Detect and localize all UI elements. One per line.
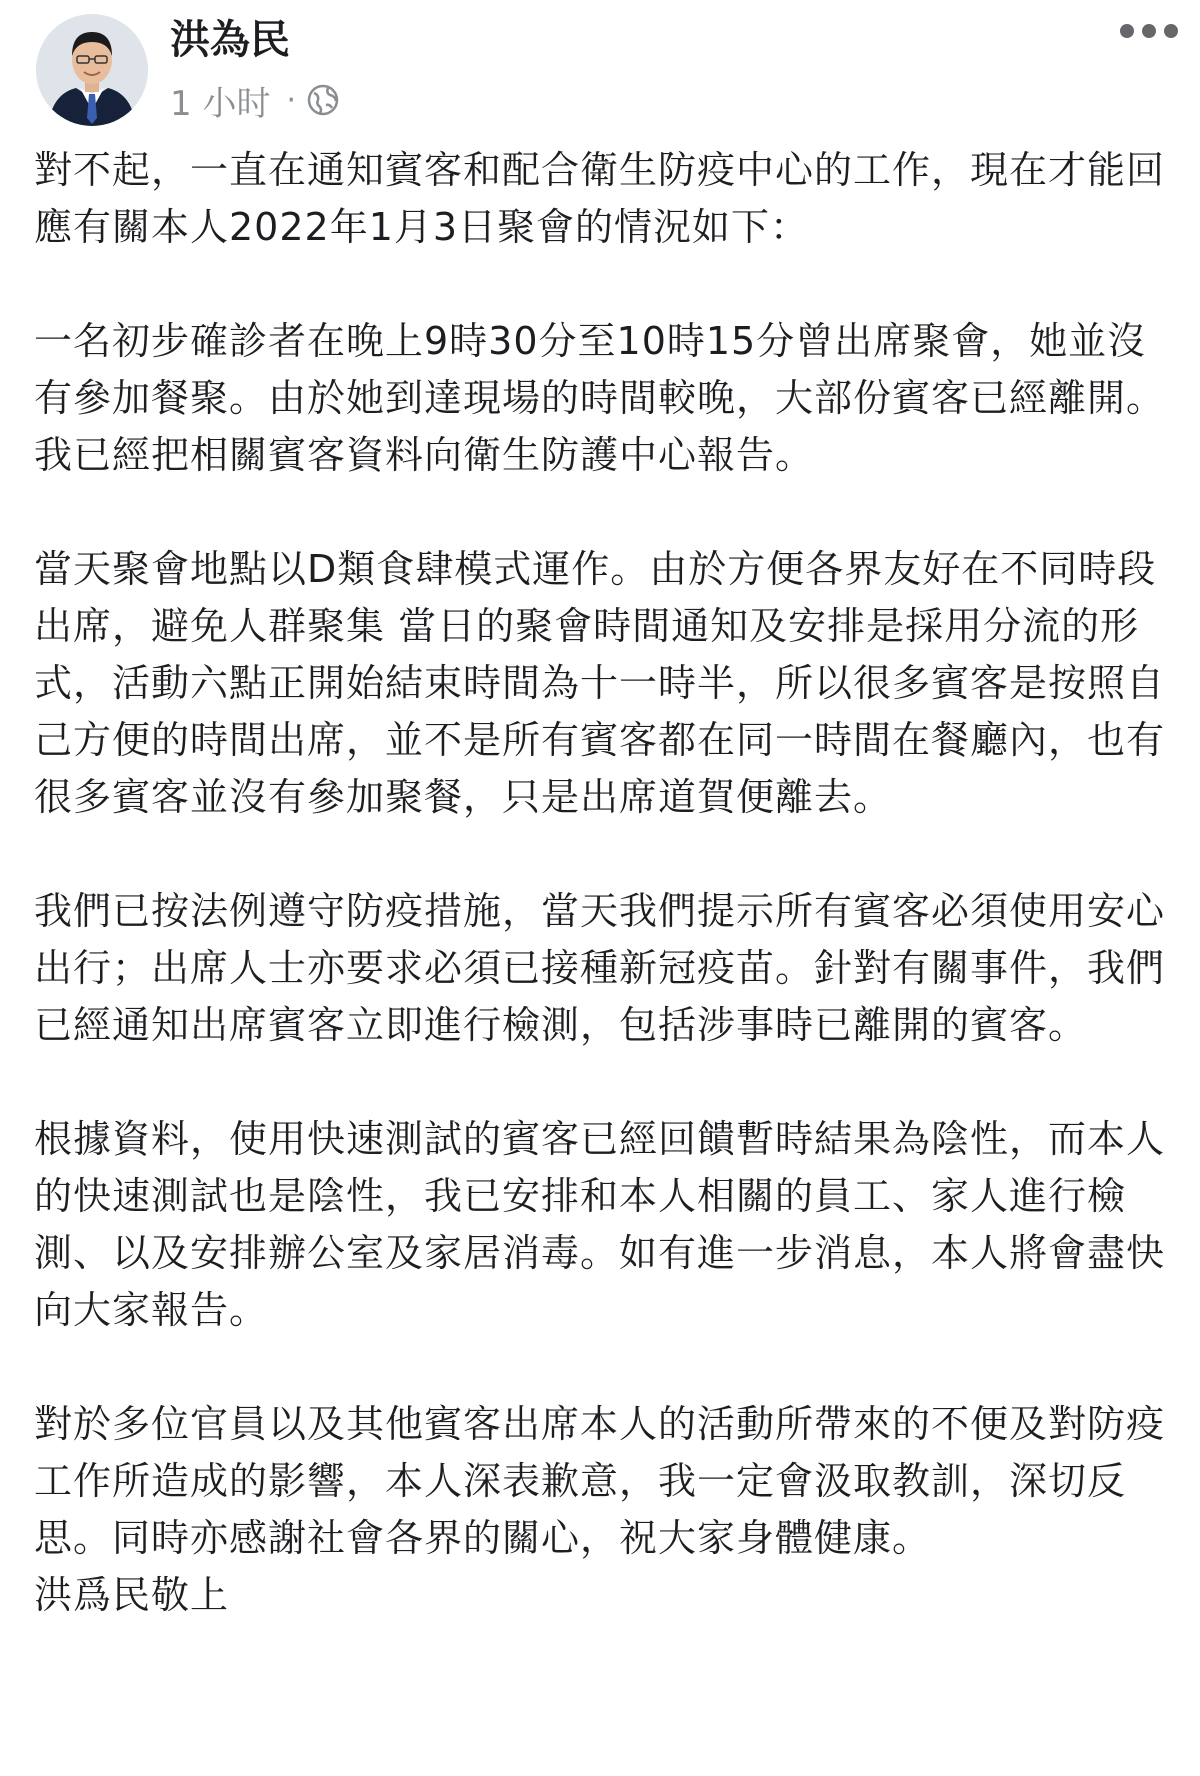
post-meta xyxy=(170,78,340,122)
post-signature: 洪爲民敬上 xyxy=(34,1573,230,1617)
post-timestamp[interactable]: 1 小时 xyxy=(170,83,271,124)
more-dot xyxy=(1120,24,1134,38)
post-paragraph-6: 對於多位官員以及其他賓客出席本人的活動所帶來的不便及對防疫工作所造成的影響，本人深表歉意，我一定會汲取教訓，深切反思。同時亦感謝社會各界的關心，祝大家身體健康。 xyxy=(34,1402,1166,1560)
author-name[interactable]: 洪為民 xyxy=(170,17,290,63)
post-paragraph-4: 我們已按法例遵守防疫措施，當天我們提示所有賓客必須使用安心出行；出席人士亦要求必須已接種新冠疫苗。針對有關事件，我們已經通知出席賓客立即進行檢測，包括涉事時已離開的賓客。 xyxy=(34,889,1166,1047)
post-paragraph-5: 根據資料，使用快速測試的賓客已經回饋暫時結果為陰性，而本人的快速測試也是陰性，我已安排和本人相關的員工、家人進行檢測、以及安排辦公室及家居消毒。如有進一步消息，本人將會盡快向大家報告。 xyxy=(34,1117,1166,1332)
post-paragraph-2: 一名初步確診者在晚上9時30分至10時15分曾出席聚會，她並沒有參加餐聚。由於她到達現場的時間較晚，大部份賓客已經離開。我已經把相關賓客資料向衛生防護中心報告。 xyxy=(34,319,1166,477)
post-body xyxy=(34,142,1174,1624)
profile-photo xyxy=(36,14,148,126)
avatar[interactable] xyxy=(36,14,148,126)
post-paragraph-1: 對不起，一直在通知賓客和配合衛生防疫中心的工作，現在才能回應有關本人2022年1月3日聚會的情況如下： xyxy=(34,148,1166,249)
post-paragraph-3: 當天聚會地點以D類食肆模式運作。由於方便各界友好在不同時段出席，避免人群聚集 當日的聚會時間通知及安排是採用分流的形式，活動六點正開始結束時間為十一時半，所以很多賓客是按照自己方便的時間出席，並不是所有賓客都在同一時間在餐廳內，也有很多賓客並沒有參加聚餐，只是出席道賀便離去。 xyxy=(34,547,1166,819)
globe-icon xyxy=(306,83,340,117)
meta-separator: · xyxy=(286,82,296,118)
more-options-icon[interactable] xyxy=(1120,20,1178,42)
more-dot xyxy=(1142,24,1156,38)
more-dot xyxy=(1164,24,1178,38)
post-header xyxy=(0,0,1200,130)
